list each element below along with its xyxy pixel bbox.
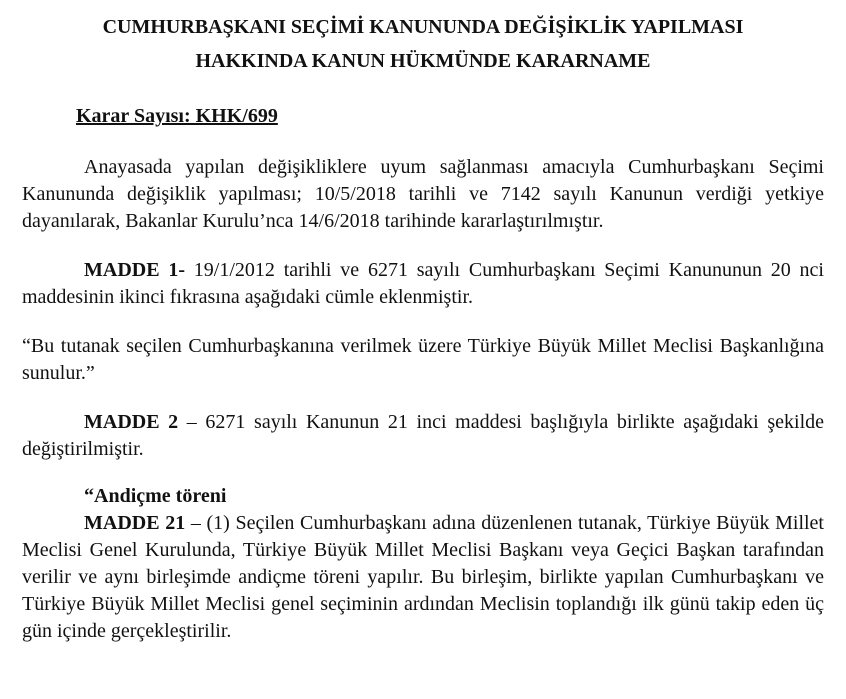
intro-paragraph: Anayasada yapılan değişikliklere uyum sağlanması amacıyla Cumhurbaşkanı Seçimi Kanununda değişiklik yapılması; 10/5/2018 tarihli ve 7142 sayılı Kanunun verdiği yetkiye dayanılarak, Bakanlar Kurulu’nca 14/6/2018 tarihinde kararlaştırılmıştır. [22,156,824,232]
article-1-text: 19/1/2012 tarihli ve 6271 sayılı Cumhurbaşkanı Seçimi Kanununun 20 nci maddesinin ikinci fıkrasına aşağıdaki cümle eklenmiştir. [22,259,824,308]
document-title-line-1: CUMHURBAŞKANI SEÇİMİ KANUNUNDA DEĞİŞİKLİK YAPILMASI [102,16,744,38]
article-1-quote: “Bu tutanak seçilen Cumhurbaşkanına verilmek üzere Türkiye Büyük Millet Meclisi Başkanlığına sunulur.” [22,335,824,384]
article-2-text: – 6271 sayılı Kanunun 21 inci maddesi başlığıyla birlikte aşağıdaki şekilde değiştirilmiştir. [22,411,824,460]
decision-number: Karar Sayısı: KHK/699 [76,105,278,127]
document-title-line-2: HAKKINDA KANUN HÜKMÜNDE KARARNAME [195,50,651,72]
article-21-heading: “Andiçme töreni [84,485,227,507]
article-21-label: MADDE 21 [84,512,186,534]
article-1-paragraph [22,257,824,311]
article-1-label: MADDE 1- [84,259,186,281]
article-2-paragraph [22,409,824,463]
article-21-paragraph [22,510,824,645]
article-2-label: MADDE 2 [84,411,179,433]
article-21-text: – (1) Seçilen Cumhurbaşkanı adına düzenlenen tutanak, Türkiye Büyük Millet Meclisi Genel Kurulunda, Türkiye Büyük Millet Meclisi Başkanı veya Geçici Başkan tarafından verilir ve aynı birleşimde andiçme töreni yapılır. Bu birleşim, birlikte yapılan Cumhurbaşkanı ve Türkiye Büyük Millet Meclisi genel seçiminin ardından Meclisin toplandığı ilk günü takip eden üç gün içinde gerçekleştirilir. [22,512,824,642]
